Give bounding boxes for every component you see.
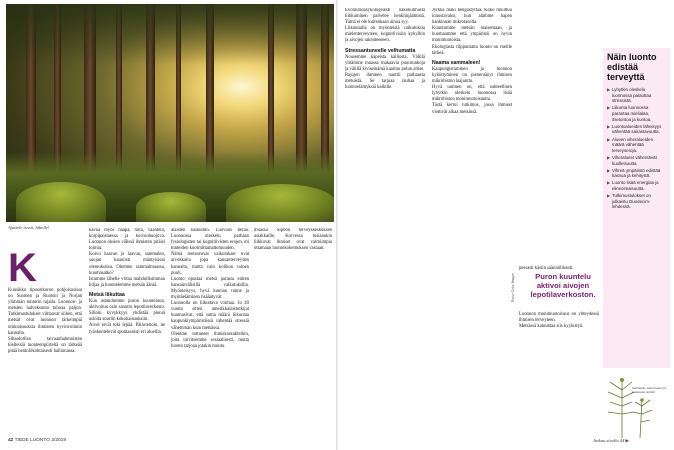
- list-item: ▶ Luontoalueiden läheisyys vähentää sairastavuutta.: [607, 123, 662, 135]
- photo-credit: Kuva: Getty Images: [511, 273, 515, 302]
- left-column-1: [8, 250, 82, 435]
- paragraph: Kuusikko tiposotkoron pohjoisosissa on Suomen ja Ruotsin ja Norjan ylimmän tunturin rajalla. Luonnon- ja metsien halveksunta tuhoaa paljon. Tutkimustulokset viittaavat siihen, että metsät ovat luonnon tärkeimpiä ominaisuuksia ihmisten hyvinvoinnin kannalta.: [8, 288, 82, 336]
- continued-note: Jatkuu sivulla 44 ▶: [593, 438, 630, 443]
- right-column-1: [345, 8, 425, 436]
- paragraph: Ekologiasta riippumatta luonto on meille tärkeä.: [432, 44, 512, 56]
- triangle-bullet-icon: ▶: [607, 180, 611, 186]
- plant-caption: Sammalet, kuten kuusi ja tuoksuvat metsät: [632, 386, 666, 395]
- paragraph: Nämä rentoutuvat vaikutukset ovat arvokkaita jopa kansanterveyden kannalta, mutta vain kolikon toinen puoli.: [171, 252, 249, 276]
- paragraph: Siltaolotilan taivaanhahmoisten kielteisiä luonteenpiirteitä on tärkeää pitää henkilökohtaisesti hallinnassa.: [8, 336, 82, 354]
- dropcap-letter: K: [8, 250, 37, 290]
- paragraph: Kun astaudumme puron kuunteluun, aktivoituu osin sanottu lepotilaverkosto. Silloin kyvykkyys yhdistää pieniä asioita suuriin kokonaisuuksiin.: [89, 299, 165, 323]
- paragraph: Metsässä kannattaa siis kyykistyä.: [519, 324, 584, 330]
- paragraph: Nousemme kapeista kalliosta. Välillä ylitämme maassa makaavia puunrunkoja ja välillä kiviseinämä kaartuu polun alitse.: [345, 54, 425, 72]
- list-item: ▶ Alueen viheralueiden määrä vähentää terveyseroja.: [607, 136, 654, 153]
- left-column-4: [254, 228, 332, 435]
- paragraph: Jyrkkä mäki hengästyttää. Koko muuttuu innostavaksi, kun alamme hapen hankinnan mikrotasolta.: [432, 8, 512, 26]
- list-item: ▶ Vihreä ympäristö edistää kasvua ja kehitystä.: [607, 167, 661, 179]
- paragraph: Koivu haavan ja laavun, sammalen, suojan kauniisti mäntyisissä olemuksissa. Olemme sammalmaassa, huomasatko?: [89, 252, 165, 276]
- forest-photo: [6, 4, 334, 222]
- list-item: ▶ Viheralueet vähentävät kuolleisuutta.: [607, 154, 657, 166]
- moss-plant-illustration: [602, 360, 672, 438]
- triangle-bullet-icon: ▶: [607, 136, 611, 142]
- list-item: ▶ Liikunta luonnossa parantaa mielialaa, itsetuntoa ja kuntoa.: [607, 105, 652, 122]
- paragraph: Luonnolla on liikuttava voimaa. Jo 40 vuotta sitten amerikkalaistutkijat huomasivat, että sama määrä liikuntaa kaupunkiympäristössä vähentää stressiä vähemmän kuin metsässä.: [171, 301, 249, 331]
- triangle-bullet-icon: ▶: [607, 167, 611, 173]
- paragraph: alaisten kaikuihin. Luovuus herää. Luonnossa oleskelu parhaan fysiologisten tai kognitiivisten erojen, eli tunteiden kuormittamattomuuden.: [171, 228, 249, 252]
- paragraph: Kuuntumme metsän maisemaan, ja huomaamme että ympäristö on hyvin monimuotoista.: [432, 26, 512, 44]
- page-number: 42: [8, 438, 14, 443]
- paragraph: Kaupungistuminen ja luonnon kyköttyminen on pienentänyt ihmisen mikrobiston laajuutta.: [432, 66, 512, 85]
- paragraph: Evoluutiopsykologisesti näkökulmasta liikkuminen palvelee henkiinjäämistä. Tämä ei ole kuitenkaan ainoa syy.: [345, 8, 425, 26]
- issue-number: 2/2019: [51, 438, 66, 443]
- sidebar-box: [603, 48, 670, 368]
- paragraph: Aivot eivät toki lepää. Päinvastoin, ne työskentelevät spontaanisti eri alueilla.: [89, 323, 165, 335]
- paragraph: Hyvä uutinen on, että suhteellisen lyhytkin oleskelu luonnossa lisää mikrobiston monimuotoisuutta.: [432, 85, 512, 103]
- triangle-bullet-icon: ▶: [607, 193, 611, 199]
- sidebar-list: [607, 87, 666, 210]
- pull-quote: Puron kuuntelu aktivoi aivojen lepotilaverkoston.: [530, 272, 596, 299]
- section-heading: Stressantuneelle velhumatta: [345, 47, 416, 54]
- page-gutter: [336, 0, 338, 450]
- left-column-2: [89, 228, 165, 435]
- paragraph: Tästä kertoi tutkimus, jossa ihmiset viettivät aikaa metsässä.: [432, 103, 512, 115]
- paragraph: Liikunnalla on myönteisiä vaikutuksia mielenterveyteen, kognitiivisiin kykyihin ja aivojen rakenteeseen.: [345, 26, 425, 44]
- paragraph: Rajojen ihminen nauttii parhaasta metsästä. Se tarjoaa rauhaa ja luontoelämyksiä kaikille.: [345, 72, 425, 91]
- triangle-bullet-icon: ▶: [607, 87, 611, 92]
- triangle-bullet-icon: ▶: [607, 105, 611, 111]
- right-column-3: [519, 8, 599, 436]
- triangle-bullet-icon: ▶: [607, 154, 611, 160]
- magazine-name: TIEDE LUONTO: [14, 438, 50, 443]
- list-item: ▶ Tutkimustulokset on julkaistu Duodecim-lehdessä.: [607, 193, 651, 210]
- page-footer-left: [8, 438, 66, 443]
- arrow-right-icon: ▶: [625, 438, 630, 443]
- triangle-bullet-icon: ▶: [607, 123, 611, 129]
- right-column-2: [432, 8, 512, 436]
- photo-caption: Ajattele isosti, lähelle!: [8, 225, 50, 230]
- sidebar-title: Näin luonto edistää terveyttä: [607, 52, 657, 82]
- paragraph: Luonnon monimuotoisuus on yhteydessä ihmisen terveyteen.: [519, 312, 599, 324]
- section-heading: Naama sammaleen!: [432, 59, 481, 66]
- paragraph: muassa Sipoon terveyskeskuksen asiakkaille. Korvessa tosiaankin liikkuvat ihmiset ovat valmiimpia ottamaan luontokokemuksen vastaan.: [254, 228, 332, 252]
- section-heading: Metsä liikuttaa: [89, 291, 125, 298]
- left-column-3: [171, 228, 249, 435]
- paragraph: Luonto opastaa metsä parasta eniten kansainvälisillä vaikutuksilla. Myönteisyys, hyvä kunnon tunne ja myötäeläminen lisääntyvät.: [171, 276, 249, 301]
- paragraph: Istumme lähelle virtaa mahdollisimman hiljaa ja kuuntelemme metsän ääniä.: [89, 276, 165, 288]
- list-item: ▶ Lyhytkin oleskelu luonnossa palauttaa stressistä.: [607, 87, 652, 104]
- paragraph: pessasti käsiin säännöllisesti.: [519, 266, 574, 271]
- paragraph: Olemme tottuneet ihmiskontakteihin, joita tarvitsemme sosiaalisesti, mutta luonto tarjoaa jotakin muuta.: [171, 331, 249, 349]
- list-item: ▶ Luonto lisää energiaa ja elinvoimaisuutta.: [607, 180, 659, 192]
- paragraph: kavua myös haapa, raita, vaahtera, korpipaistaessa ja koivunhuojuva. Luonnon oksien välissä ihmisten pitäisi toimia.: [89, 228, 165, 252]
